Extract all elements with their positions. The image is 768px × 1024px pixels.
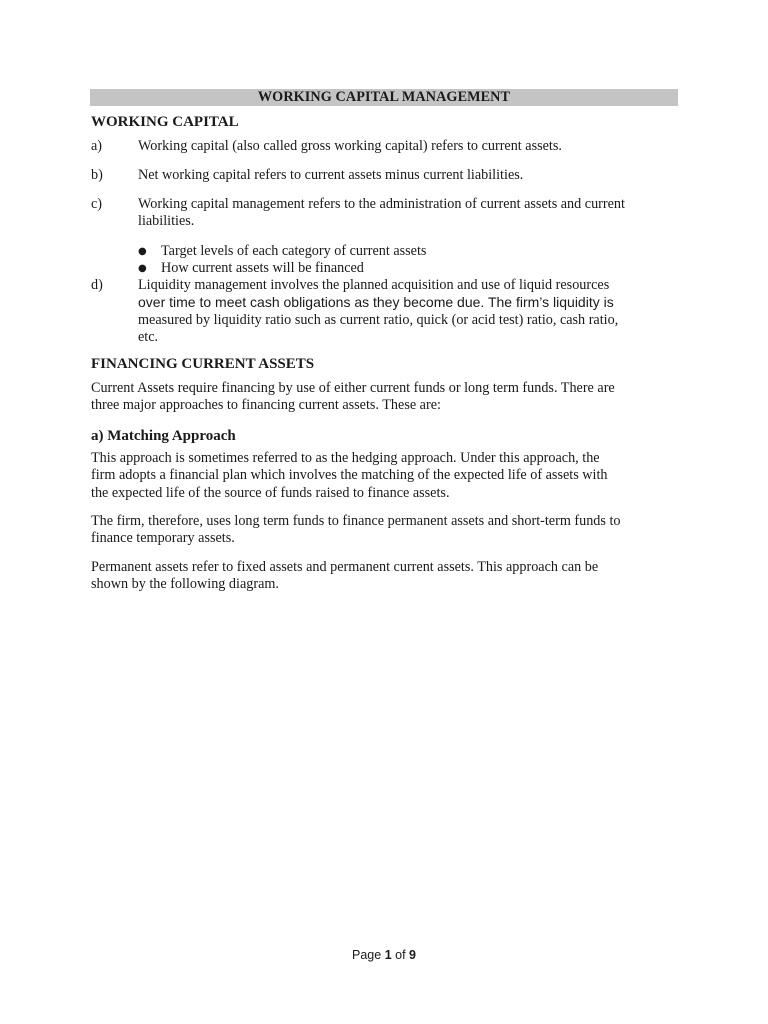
document-title: WORKING CAPITAL MANAGEMENT — [90, 89, 678, 106]
intro-line1: Current Assets require financing by use of either current funds or long term funds. There are — [91, 380, 615, 396]
bullet-icon: ● — [138, 263, 147, 274]
item-text-c-line1: Working capital management refers to the administration of current assets and current — [138, 196, 625, 212]
item-text-d-line1: Liquidity management involves the planned acquisition and use of liquid resources — [138, 277, 610, 293]
section-heading-financing: FINANCING CURRENT ASSETS — [91, 356, 315, 372]
bullet-icon: ● — [138, 246, 147, 257]
item-text-b: Net working capital refers to current assets minus current liabilities. — [138, 167, 524, 183]
item-text-d-line3: measured by liquidity ratio such as current ratio, quick (or acid test) ratio, cash ratio, — [138, 312, 619, 328]
item-text-a: Working capital (also called gross working capital) refers to current assets. — [138, 138, 562, 154]
footer-current-page: 1 — [384, 948, 392, 962]
bullet-item — [138, 260, 678, 277]
para1-line1: This approach is sometimes referred to as the hedging approach. Under this approach, the — [91, 450, 600, 466]
para2-line1: The firm, therefore, uses long term funds to finance permanent assets and short-term funds to — [91, 513, 621, 529]
para3-line1: Permanent assets refer to fixed assets and permanent current assets. This approach can be — [91, 559, 599, 575]
para1-line2: firm adopts a financial plan which involves the matching of the expected life of assets with — [91, 467, 608, 483]
para3-line2: shown by the following diagram. — [91, 576, 279, 592]
bullet-text: Target levels of each category of current assets — [161, 243, 427, 259]
intro-line2: three major approaches to financing current assets. These are: — [91, 397, 441, 413]
item-text-c-line2: liabilities. — [138, 213, 195, 229]
item-label-a: a) — [91, 138, 103, 154]
footer-total-pages: 9 — [409, 948, 416, 962]
footer-page-word: Page — [352, 948, 382, 962]
item-label-c: c) — [91, 196, 103, 212]
bullet-item — [138, 243, 678, 260]
section-heading-working-capital: WORKING CAPITAL — [91, 114, 239, 130]
item-label-b: b) — [91, 167, 103, 183]
item-label-d: d) — [91, 277, 103, 293]
subheading-matching-approach: a) Matching Approach — [91, 428, 236, 444]
item-text-d-line2: over time to meet cash obligations as they become due. The firm’s liquidity is — [138, 294, 614, 310]
page-footer — [0, 947, 768, 964]
para2-line2: finance temporary assets. — [91, 530, 235, 546]
bullet-text: How current assets will be financed — [161, 260, 364, 276]
footer-of-word: of — [395, 948, 406, 962]
item-text-d-line4: etc. — [138, 329, 159, 345]
para1-line3: the expected life of the source of funds raised to finance assets. — [91, 485, 450, 501]
